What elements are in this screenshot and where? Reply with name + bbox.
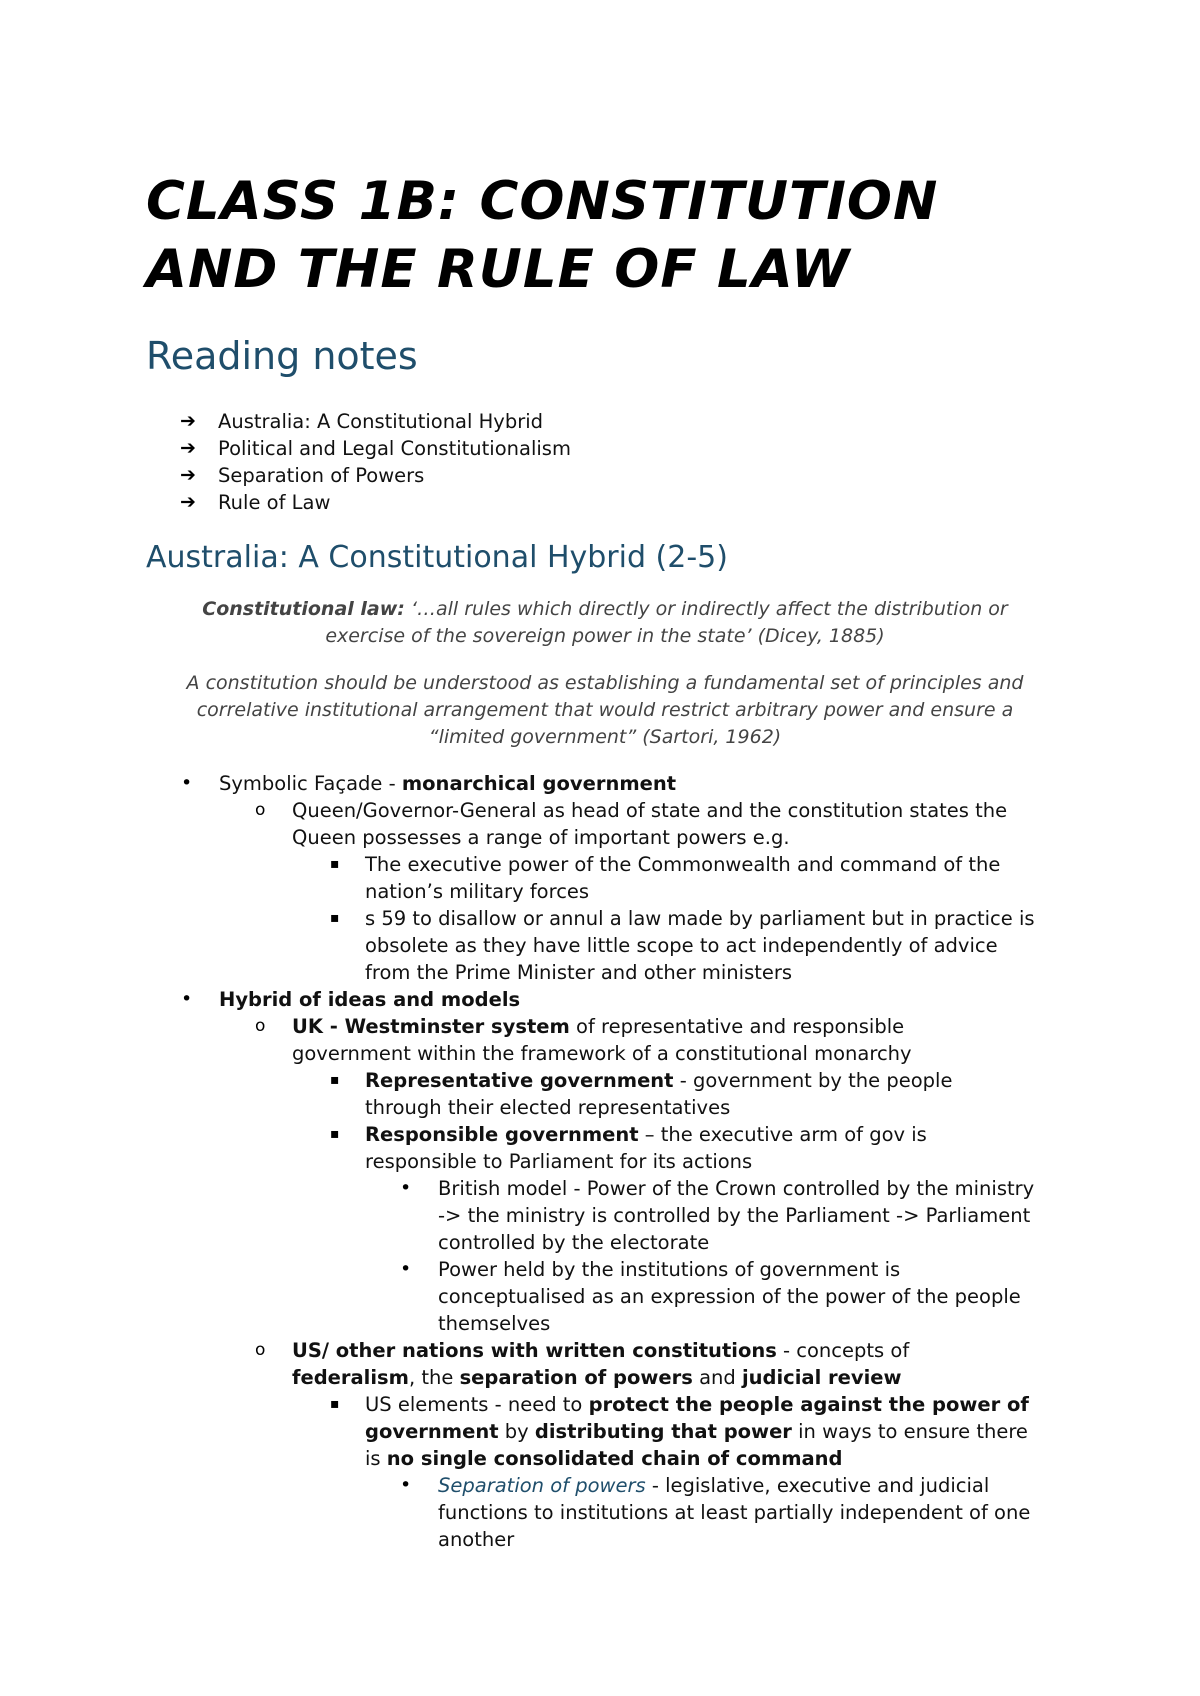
disc-bullet-icon: • — [181, 988, 193, 1010]
quote-term: Constitutional law: — [202, 598, 405, 620]
list-item: • Hybrid of ideas and models — [181, 988, 521, 1011]
dicey-quote: Constitutional law: ‘…all rules which directly or indirectly affect the distribution or exercise of the sovereign power in the state’ (Dicey, 1885) — [202, 598, 1008, 647]
title-line-2: AND THE RULE OF LAW — [146, 239, 851, 300]
section-heading: Australia: A Constitutional Hybrid (2-5) — [146, 540, 728, 575]
arrow-bullet-icon: ➔ — [180, 410, 196, 432]
list-item: ▪ Responsible government – the executive arm of gov is responsible to Parliament for its actions — [330, 1123, 927, 1173]
sartori-quote: A constitution should be understood as establishing a fundamental set of principles and correlative institutional arrangement that would restrict arbitrary power and ensure a “limited government” (Sartori, 1962) — [186, 672, 1024, 748]
reading-notes-item: ➔ Political and Legal Constitutionalism — [180, 437, 571, 460]
separation-of-powers-link[interactable]: Separation of powers — [438, 1474, 646, 1497]
notes-list — [0, 770, 1200, 1553]
list-item: o Queen/Governor-General as head of state and the constitution states the Queen possesses a range of important powers e.g. — [255, 799, 1008, 849]
list-item: ▪ The executive power of the Commonwealth and command of the nation’s military forces — [330, 853, 1001, 903]
disc-bullet-icon: • — [400, 1177, 412, 1199]
list-item: o UK - Westminster system of representative and responsible government within the framework of a constitutional monarchy — [255, 1015, 912, 1065]
square-bullet-icon: ▪ — [330, 1072, 340, 1088]
reading-notes-item: ➔ Separation of Powers — [180, 464, 425, 487]
list-item: o US/ other nations with written constitutions - concepts of federalism, the separation of powers and judicial review — [255, 1339, 910, 1389]
reading-notes-list — [180, 408, 571, 516]
list-item: ▪ s 59 to disallow or annul a law made by parliament but in practice is obsolete as they have little scope to act independently of advice from the Prime Minister and other ministers — [330, 907, 1035, 984]
square-bullet-icon: ▪ — [330, 910, 340, 926]
list-item: • Power held by the institutions of government is conceptualised as an expression of the power of the people themselves — [400, 1258, 1021, 1335]
arrow-bullet-icon: ➔ — [180, 491, 196, 513]
square-bullet-icon: ▪ — [330, 856, 340, 872]
circle-bullet-icon: o — [255, 1340, 266, 1360]
document-title — [146, 168, 938, 304]
list-item: • Symbolic Façade - monarchical government — [181, 772, 677, 795]
reading-notes-heading: Reading notes — [146, 334, 418, 378]
reading-notes-item: ➔ Rule of Law — [180, 491, 331, 514]
arrow-bullet-icon: ➔ — [180, 464, 196, 486]
disc-bullet-icon: • — [400, 1258, 412, 1280]
list-item: ▪ US elements - need to protect the people against the power of government by distributing that power in ways to ensure there is no single consolidated chain of command — [330, 1393, 1029, 1470]
title-line-1: CLASS 1B: CONSTITUTION — [146, 171, 939, 232]
arrow-bullet-icon: ➔ — [180, 437, 196, 459]
list-item: • British model - Power of the Crown controlled by the ministry -> the ministry is controlled by the Parliament -> Parliament controlled by the electorate — [400, 1177, 1035, 1254]
list-item: ▪ Representative government - government by the people through their elected representatives — [330, 1069, 953, 1119]
square-bullet-icon: ▪ — [330, 1396, 340, 1412]
circle-bullet-icon: o — [255, 800, 266, 820]
circle-bullet-icon: o — [255, 1016, 266, 1036]
disc-bullet-icon: • — [400, 1474, 412, 1496]
list-item: • Separation of powers - legislative, executive and judicial functions to institutions at least partially independent of one another — [400, 1474, 1031, 1551]
reading-notes-item: ➔ Australia: A Constitutional Hybrid — [180, 410, 544, 433]
square-bullet-icon: ▪ — [330, 1126, 340, 1142]
disc-bullet-icon: • — [181, 772, 193, 794]
